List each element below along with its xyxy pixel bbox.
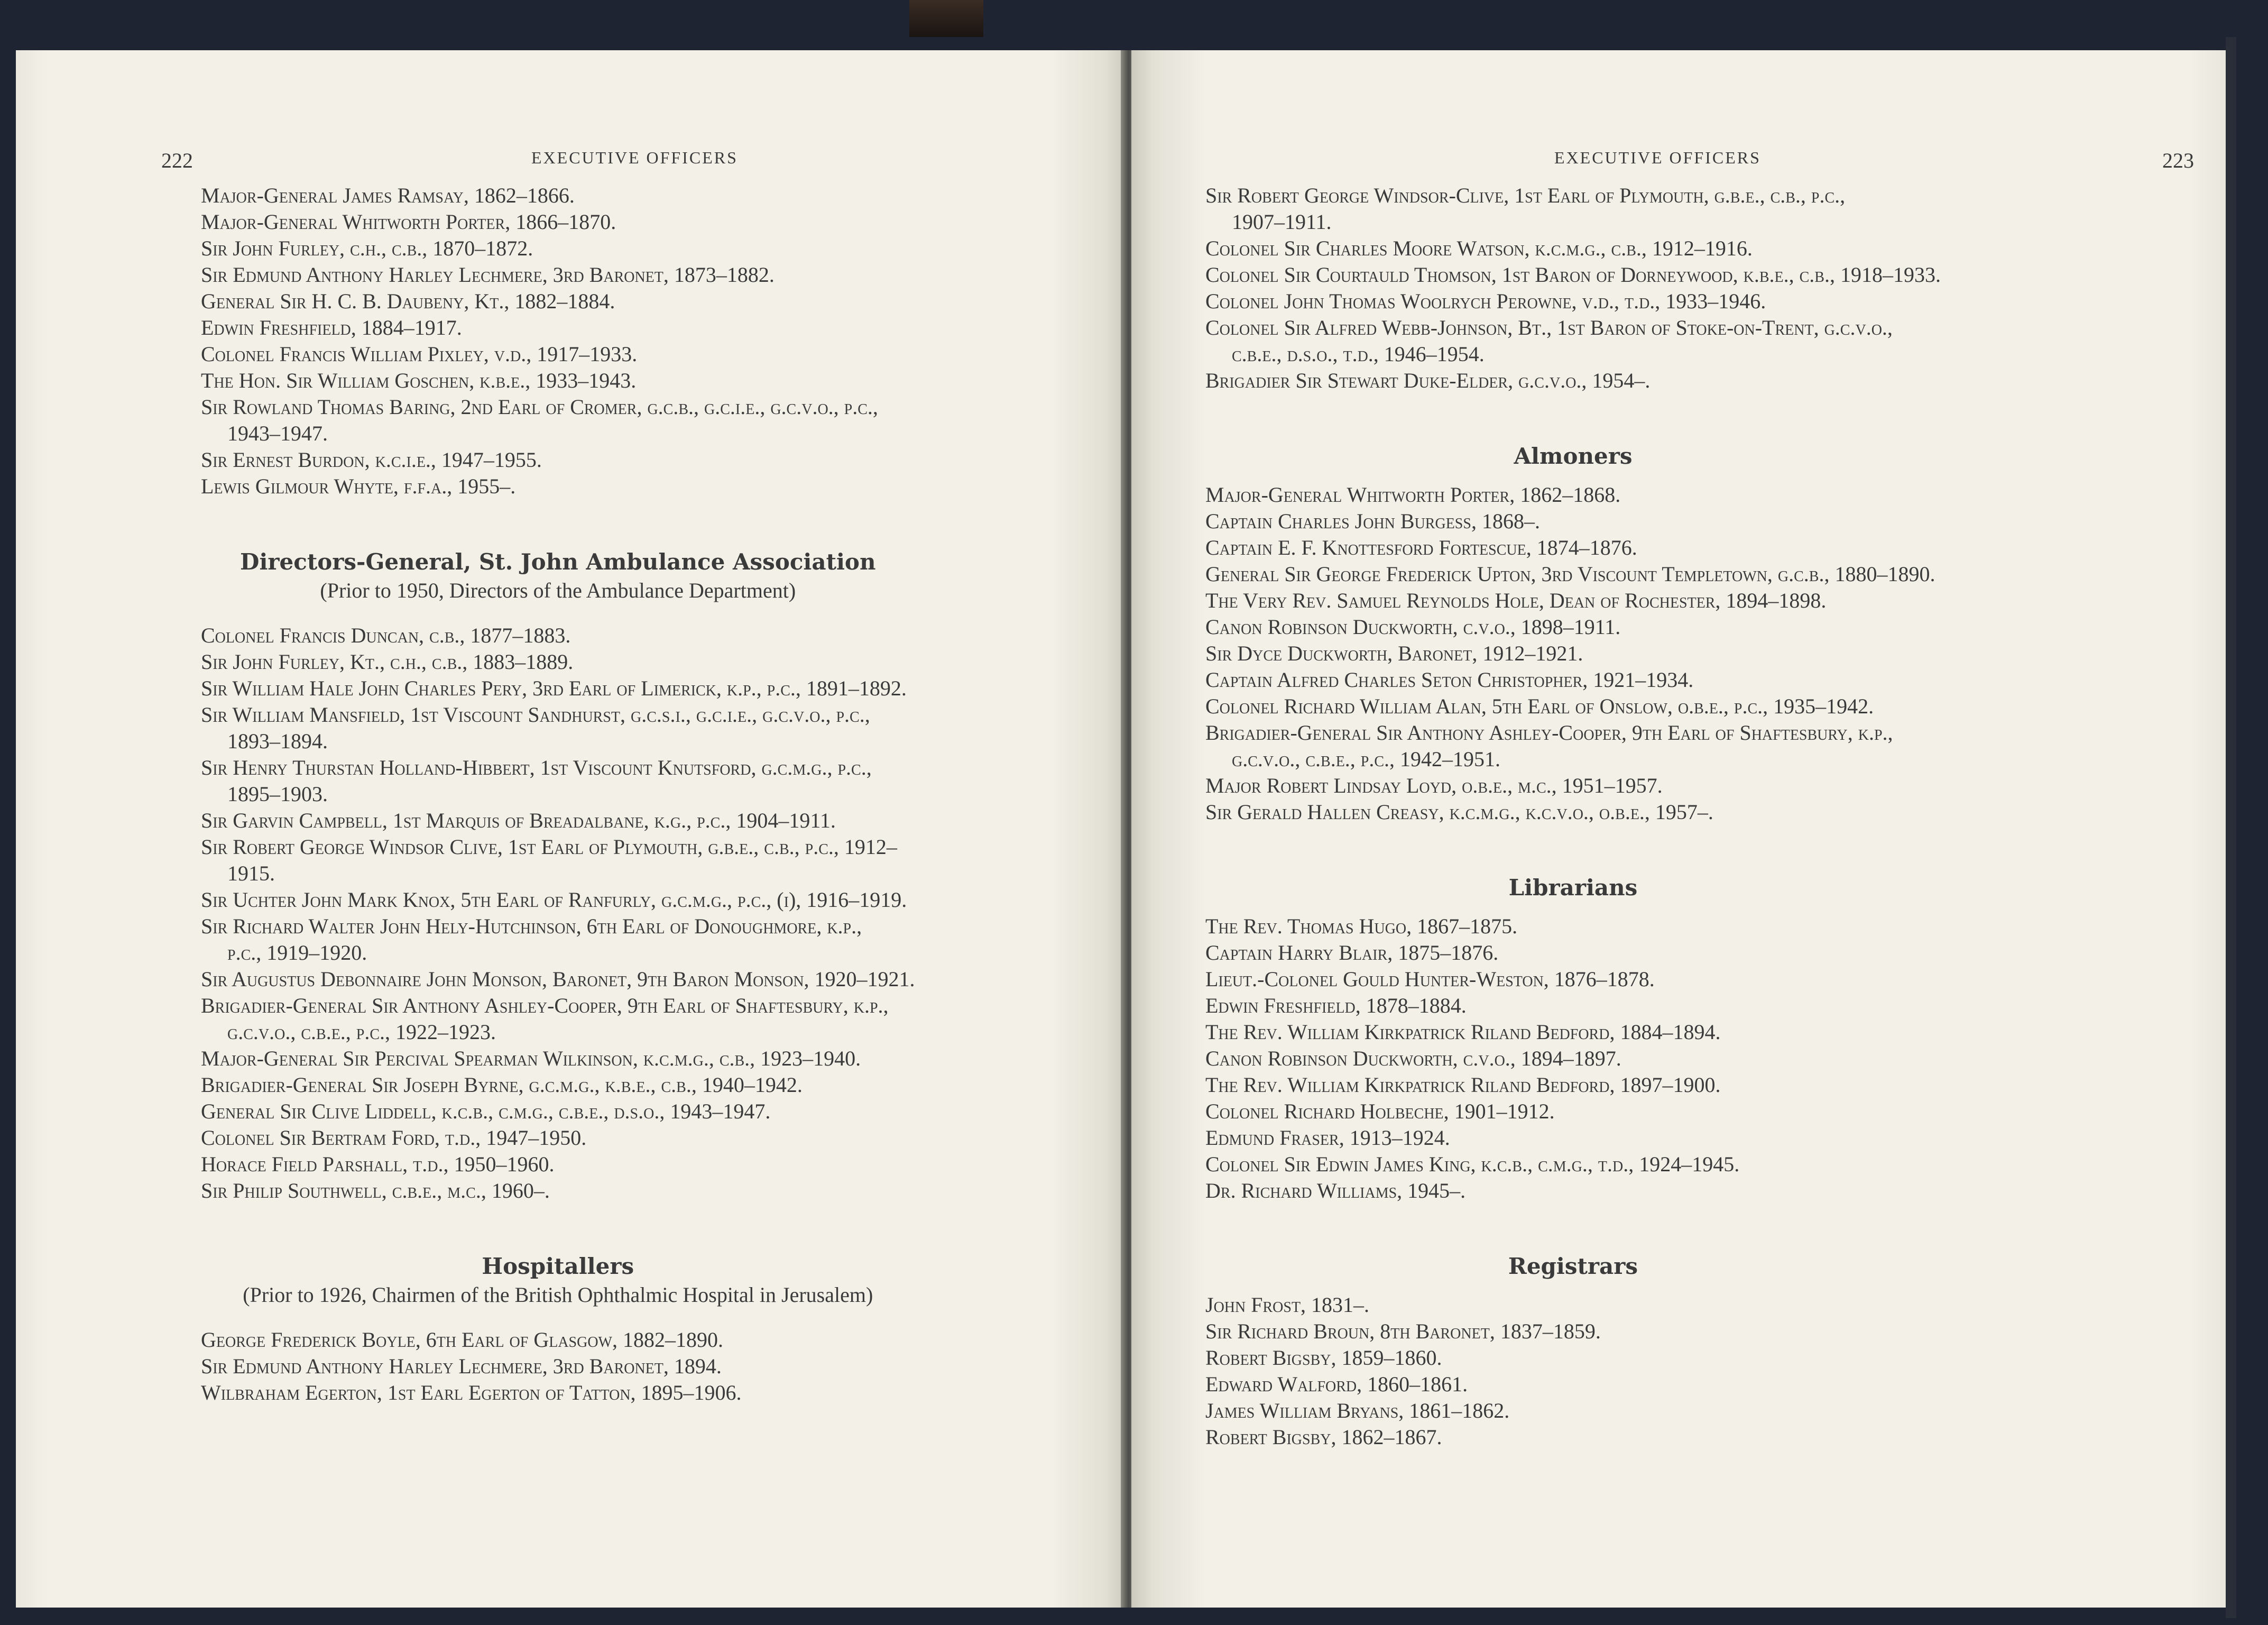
list-entry: Sir John Furley, c.h., c.b., 1870–1872. — [201, 236, 533, 260]
list-entry: 1915. — [227, 861, 275, 885]
list-entry: Major-General Whitworth Porter, 1862–1868. — [1205, 483, 1621, 507]
list-entry: Sir Garvin Campbell, 1st Marquis of Breadalbane, k.g., p.c., 1904–1911. — [201, 809, 836, 832]
list-entry: The Hon. Sir William Goschen, k.b.e., 1933–1943. — [201, 369, 637, 392]
directors-general-heading: Directors-General, St. John Ambulance Association — [240, 549, 876, 575]
list-entry: General Sir H. C. B. Daubeny, Kt., 1882–1884. — [201, 289, 615, 313]
list-entry: Brigadier-General Sir Anthony Ashley-Cooper, 9th Earl of Shaftesbury, k.p., — [201, 994, 889, 1017]
list-entry: Canon Robinson Duckworth, c.v.o., 1894–1897. — [1205, 1046, 1621, 1070]
list-entry: Sir Ernest Burdon, k.c.i.e., 1947–1955. — [201, 448, 542, 472]
list-entry: 1893–1894. — [227, 729, 328, 753]
list-entry: Robert Bigsby, 1862–1867. — [1205, 1425, 1442, 1449]
list-entry: The Rev. Thomas Hugo, 1867–1875. — [1205, 914, 1518, 938]
list-entry: Sir Robert George Windsor-Clive, 1st Earl of Plymouth, g.b.e., c.b., p.c., — [1205, 183, 1846, 207]
list-entry: Major-General Sir Percival Spearman Wilkinson, k.c.m.g., c.b., 1923–1940. — [201, 1046, 861, 1070]
list-entry: Major-General Whitworth Porter, 1866–1870. — [201, 210, 616, 234]
list-entry: 1907–1911. — [1232, 210, 1332, 234]
registrars-heading: Registrars — [1508, 1253, 1638, 1279]
list-entry: The Very Rev. Samuel Reynolds Hole, Dean of Rochester, 1894–1898. — [1205, 589, 1827, 612]
list-entry: Sir Augustus Debonnaire John Monson, Baronet, 9th Baron Monson, 1920–1921. — [201, 967, 915, 991]
list-entry: Lieut.-Colonel Gould Hunter-Weston, 1876–1878. — [1205, 967, 1655, 991]
list-entry: p.c., 1919–1920. — [227, 941, 367, 965]
hospitallers-list — [201, 1327, 915, 1406]
list-entry: Sir Robert George Windsor Clive, 1st Earl of Plymouth, g.b.e., c.b., p.c., 1912– — [201, 835, 897, 859]
list-entry: Sir Philip Southwell, c.b.e., m.c., 1960–. — [201, 1179, 550, 1202]
list-entry: Colonel Sir Alfred Webb-Johnson, Bt., 1st Baron of Stoke-on-Trent, g.c.v.o., — [1205, 316, 1893, 339]
hospitallers-heading: Hospitallers — [482, 1253, 634, 1279]
list-entry: Sir Richard Broun, 8th Baronet, 1837–1859. — [1205, 1319, 1601, 1343]
list-entry: Sir William Mansfield, 1st Viscount Sandhurst, g.c.s.i., g.c.i.e., g.c.v.o., p.c., — [201, 703, 870, 727]
list-entry: Colonel Sir Bertram Ford, t.d., 1947–1950. — [201, 1126, 587, 1150]
list-entry: Canon Robinson Duckworth, c.v.o., 1898–1911. — [1205, 615, 1621, 639]
list-entry: Brigadier Sir Stewart Duke-Elder, g.c.v.o., 1954–. — [1205, 369, 1651, 392]
left-page-content — [201, 182, 915, 1406]
list-entry: Sir Richard Walter John Hely-Hutchinson, 6th Earl of Donoughmore, k.p., — [201, 914, 862, 938]
list-entry: Brigadier-General Sir Joseph Byrne, g.c.m.g., k.b.e., c.b., 1940–1942. — [201, 1073, 803, 1097]
book-cover-edge — [2226, 37, 2236, 1618]
registrars-list — [1205, 1292, 1941, 1450]
list-entry: Colonel Sir Courtauld Thomson, 1st Baron of Dorneywood, k.b.e., c.b., 1918–1933. — [1205, 263, 1941, 287]
librarians-list — [1205, 913, 1941, 1204]
running-head-left: EXECUTIVE OFFICERS — [531, 148, 738, 167]
list-entry: g.c.v.o., c.b.e., p.c., 1942–1951. — [1232, 747, 1501, 771]
list-entry: Captain Alfred Charles Seton Christopher, 1921–1934. — [1205, 668, 1694, 692]
list-entry: Sir Uchter John Mark Knox, 5th Earl of Ranfurly, g.c.m.g., p.c., (i), 1916–1919. — [201, 888, 907, 912]
list-entry: c.b.e., d.s.o., t.d., 1946–1954. — [1232, 342, 1485, 366]
list-entry: General Sir George Frederick Upton, 3rd Viscount Templetown, g.c.b., 1880–1890. — [1205, 562, 1935, 586]
left-top-list — [201, 182, 915, 500]
right-page — [1131, 50, 2226, 1608]
list-entry: Edmund Fraser, 1913–1924. — [1205, 1126, 1450, 1150]
list-entry: Sir John Furley, Kt., c.h., c.b., 1883–1889. — [201, 650, 574, 674]
list-entry: Sir William Hale John Charles Pery, 3rd Earl of Limerick, k.p., p.c., 1891–1892. — [201, 676, 907, 700]
list-entry: Major Robert Lindsay Loyd, o.b.e., m.c., 1951–1957. — [1205, 774, 1663, 797]
list-entry: The Rev. William Kirkpatrick Riland Bedford, 1897–1900. — [1205, 1073, 1721, 1097]
right-top-list — [1205, 182, 1941, 394]
list-entry: Colonel Francis Duncan, c.b., 1877–1883. — [201, 623, 571, 647]
list-entry: Colonel Francis William Pixley, v.d., 1917–1933. — [201, 342, 638, 366]
hospitallers-subtitle: (Prior to 1926, Chairmen of the British Ophthalmic Hospital in Jerusalem) — [243, 1283, 873, 1307]
list-entry: George Frederick Boyle, 6th Earl of Glasgow, 1882–1890. — [201, 1328, 723, 1352]
list-entry: Sir Dyce Duckworth, Baronet, 1912–1921. — [1205, 641, 1583, 665]
list-entry: Captain E. F. Knottesford Fortescue, 1874–1876. — [1205, 536, 1637, 559]
list-entry: The Rev. William Kirkpatrick Riland Bedford, 1884–1894. — [1205, 1020, 1721, 1044]
left-page — [16, 50, 1123, 1608]
list-entry: Edward Walford, 1860–1861. — [1205, 1372, 1468, 1396]
list-entry: 1943–1947. — [227, 421, 328, 445]
list-entry: Colonel Sir Edwin James King, k.c.b., c.m.g., t.d., 1924–1945. — [1205, 1152, 1740, 1176]
list-entry: Colonel John Thomas Woolrych Perowne, v.d., t.d., 1933–1946. — [1205, 289, 1766, 313]
list-entry: Edwin Freshfield, 1884–1917. — [201, 316, 462, 339]
list-entry: Wilbraham Egerton, 1st Earl Egerton of Tatton, 1895–1906. — [201, 1381, 742, 1404]
list-entry: Robert Bigsby, 1859–1860. — [1205, 1346, 1442, 1370]
list-entry: John Frost, 1831–. — [1205, 1293, 1370, 1317]
librarians-heading: Librarians — [1508, 875, 1638, 901]
list-entry: Dr. Richard Williams, 1945–. — [1205, 1179, 1466, 1202]
page-number-right: 223 — [2162, 149, 2194, 172]
running-head-right: EXECUTIVE OFFICERS — [1554, 148, 1761, 167]
list-entry: General Sir Clive Liddell, k.c.b., c.m.g., c.b.e., d.s.o., 1943–1947. — [201, 1099, 771, 1123]
list-entry: Sir Edmund Anthony Harley Lechmere, 3rd Baronet, 1873–1882. — [201, 263, 775, 287]
list-entry: Sir Rowland Thomas Baring, 2nd Earl of Cromer, g.c.b., g.c.i.e., g.c.v.o., p.c., — [201, 395, 878, 419]
directors-general-list — [201, 622, 915, 1204]
directors-general-subtitle: (Prior to 1950, Directors of the Ambulance Department) — [320, 579, 796, 602]
list-entry: Colonel Sir Charles Moore Watson, k.c.m.g., c.b., 1912–1916. — [1205, 236, 1753, 260]
list-entry: Sir Gerald Hallen Creasy, k.c.m.g., k.c.v.o., o.b.e., 1957–. — [1205, 800, 1713, 824]
list-entry: Edwin Freshfield, 1878–1884. — [1205, 994, 1467, 1017]
list-entry: Sir Edmund Anthony Harley Lechmere, 3rd Baronet, 1894. — [201, 1354, 722, 1378]
almoners-heading: Almoners — [1514, 443, 1633, 469]
list-entry: Sir Henry Thurstan Holland-Hibbert, 1st Viscount Knutsford, g.c.m.g., p.c., — [201, 756, 872, 779]
almoners-list — [1205, 482, 1941, 825]
list-entry: g.c.v.o., c.b.e., p.c., 1922–1923. — [227, 1020, 496, 1044]
right-page-content — [1205, 182, 1941, 1450]
list-entry: Lewis Gilmour Whyte, f.f.a., 1955–. — [201, 474, 516, 498]
list-entry: Captain Harry Blair, 1875–1876. — [1205, 941, 1499, 965]
list-entry: James William Bryans, 1861–1862. — [1205, 1399, 1510, 1422]
list-entry: Colonel Richard Holbeche, 1901–1912. — [1205, 1099, 1555, 1123]
list-entry: Captain Charles John Burgess, 1868–. — [1205, 509, 1540, 533]
page-number-left: 222 — [161, 149, 193, 172]
list-entry: 1895–1903. — [227, 782, 328, 806]
list-entry: Horace Field Parshall, t.d., 1950–1960. — [201, 1152, 555, 1176]
book-spine-top — [909, 0, 983, 37]
list-entry: Brigadier-General Sir Anthony Ashley-Cooper, 9th Earl of Shaftesbury, k.p., — [1205, 721, 1893, 745]
list-entry: Colonel Richard William Alan, 5th Earl of Onslow, o.b.e., p.c., 1935–1942. — [1205, 694, 1874, 718]
list-entry: Major-General James Ramsay, 1862–1866. — [201, 183, 575, 207]
